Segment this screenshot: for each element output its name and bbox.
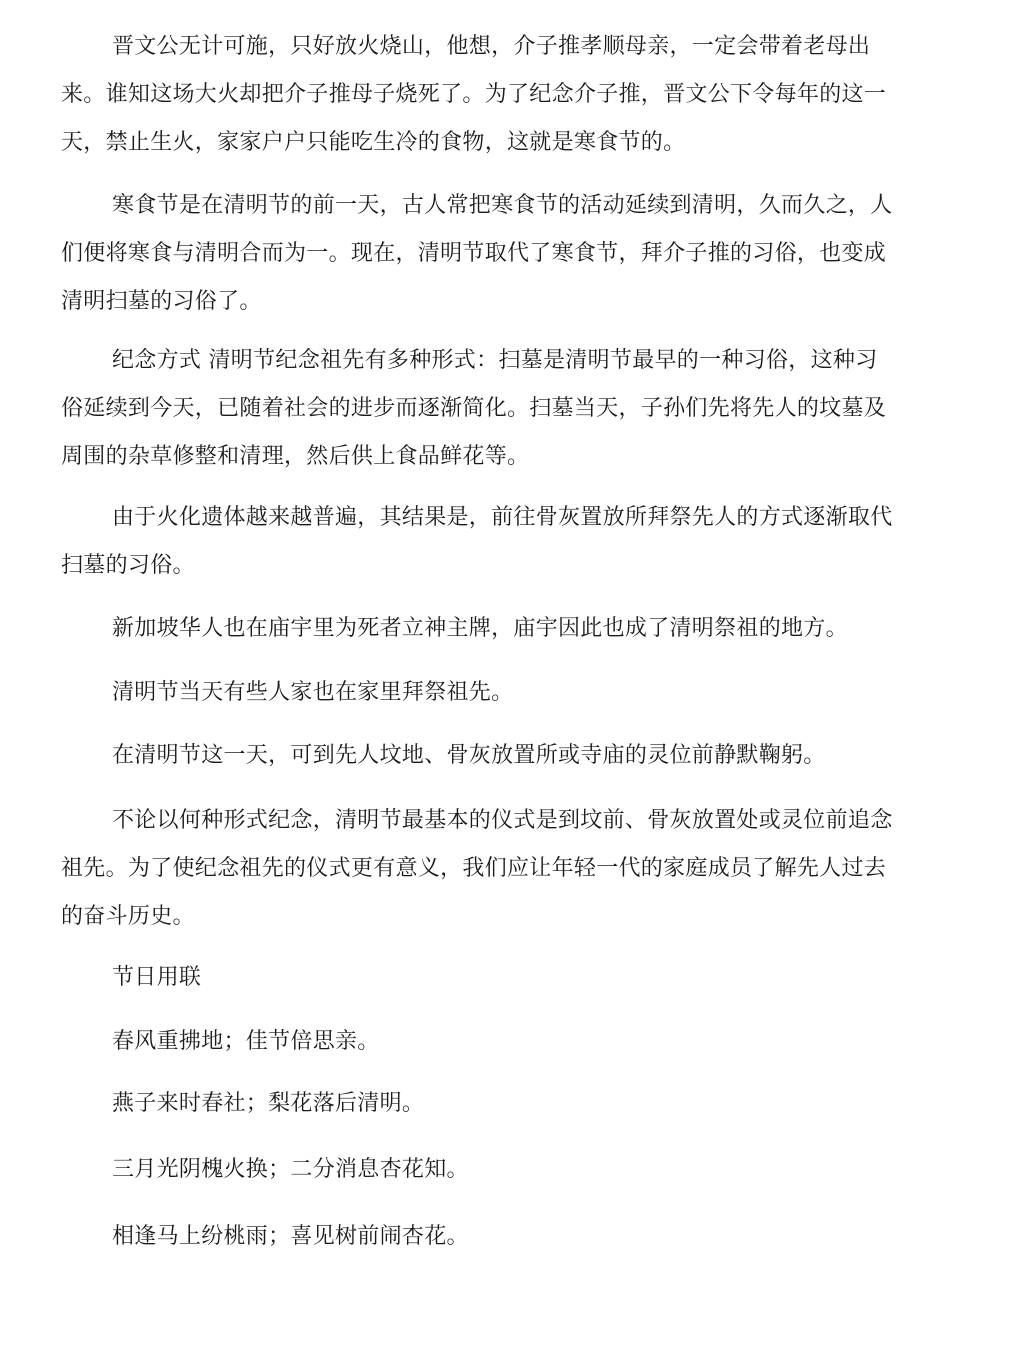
text-line: 寒食节是在清明节的前一天，古人常把寒食节的活动延续到清明，久而久之，人 <box>112 193 893 218</box>
text-line: 们便将寒食与清明合而为一。现在，清明节取代了寒食节，拜介子推的习俗，也变成 <box>61 241 887 266</box>
text-line: 扫墓的习俗。 <box>61 553 195 578</box>
paragraph-home-worship <box>61 669 927 717</box>
paragraph-silent-bow <box>61 732 927 780</box>
text-line: 清明节当天有些人家也在家里拜祭祖先。 <box>112 680 514 705</box>
text-line: 不论以何种形式纪念，清明节最基本的仪式是到坟前、骨灰放置处或灵位前追念 <box>112 808 893 833</box>
paragraph-jie-zitui-fire <box>61 23 927 167</box>
text-line: 天，禁止生火，家家户户只能吃生冷的食物，这就是寒食节的。 <box>61 130 686 155</box>
text-line: 节日用联 <box>112 965 202 990</box>
text-line: 春风重拂地；佳节倍思亲。 <box>112 1029 380 1054</box>
couplet-1 <box>61 1018 927 1066</box>
text-line: 俗延续到今天，已随着社会的进步而逐渐简化。扫墓当天，子孙们先将先人的坟墓及 <box>61 396 887 421</box>
text-line: 在清明节这一天，可到先人坟地、骨灰放置所或寺庙的灵位前静默鞠躬。 <box>112 743 826 768</box>
text-line: 纪念方式 清明节纪念祖先有多种形式：扫墓是清明节最早的一种习俗，这种习 <box>112 348 878 373</box>
text-line: 晋文公无计可施，只好放火烧山，他想，介子推孝顺母亲，一定会带着老母出 <box>112 34 871 59</box>
text-line: 清明扫墓的习俗了。 <box>61 289 262 314</box>
paragraph-commemoration-methods <box>61 337 927 481</box>
section-heading-festival-couplets <box>61 954 927 1002</box>
paragraph-temple-tablets <box>61 605 927 653</box>
text-line: 相逢马上纷桃雨；喜见树前闹杏花。 <box>112 1224 469 1249</box>
paragraph-basic-ritual <box>61 797 927 941</box>
couplet-4 <box>61 1213 927 1261</box>
text-line: 三月光阴槐火换；二分消息杏花知。 <box>112 1157 469 1182</box>
text-line: 的奋斗历史。 <box>61 904 195 929</box>
couplet-2 <box>61 1080 927 1128</box>
paragraph-cold-food-festival <box>61 182 927 326</box>
couplet-3 <box>61 1146 927 1194</box>
text-line: 周围的杂草修整和清理，然后供上食品鲜花等。 <box>61 444 530 469</box>
text-line: 由于火化遗体越来越普遍，其结果是，前往骨灰置放所拜祭先人的方式逐渐取代 <box>112 505 893 530</box>
text-line: 祖先。为了使纪念祖先的仪式更有意义，我们应让年轻一代的家庭成员了解先人过去 <box>61 856 887 881</box>
text-line: 新加坡华人也在庙宇里为死者立神主牌，庙宇因此也成了清明祭祖的地方。 <box>112 616 848 641</box>
text-line: 燕子来时春社；梨花落后清明。 <box>112 1091 425 1116</box>
text-line: 来。谁知这场大火却把介子推母子烧死了。为了纪念介子推，晋文公下令每年的这一 <box>61 82 887 107</box>
paragraph-cremation <box>61 494 927 590</box>
